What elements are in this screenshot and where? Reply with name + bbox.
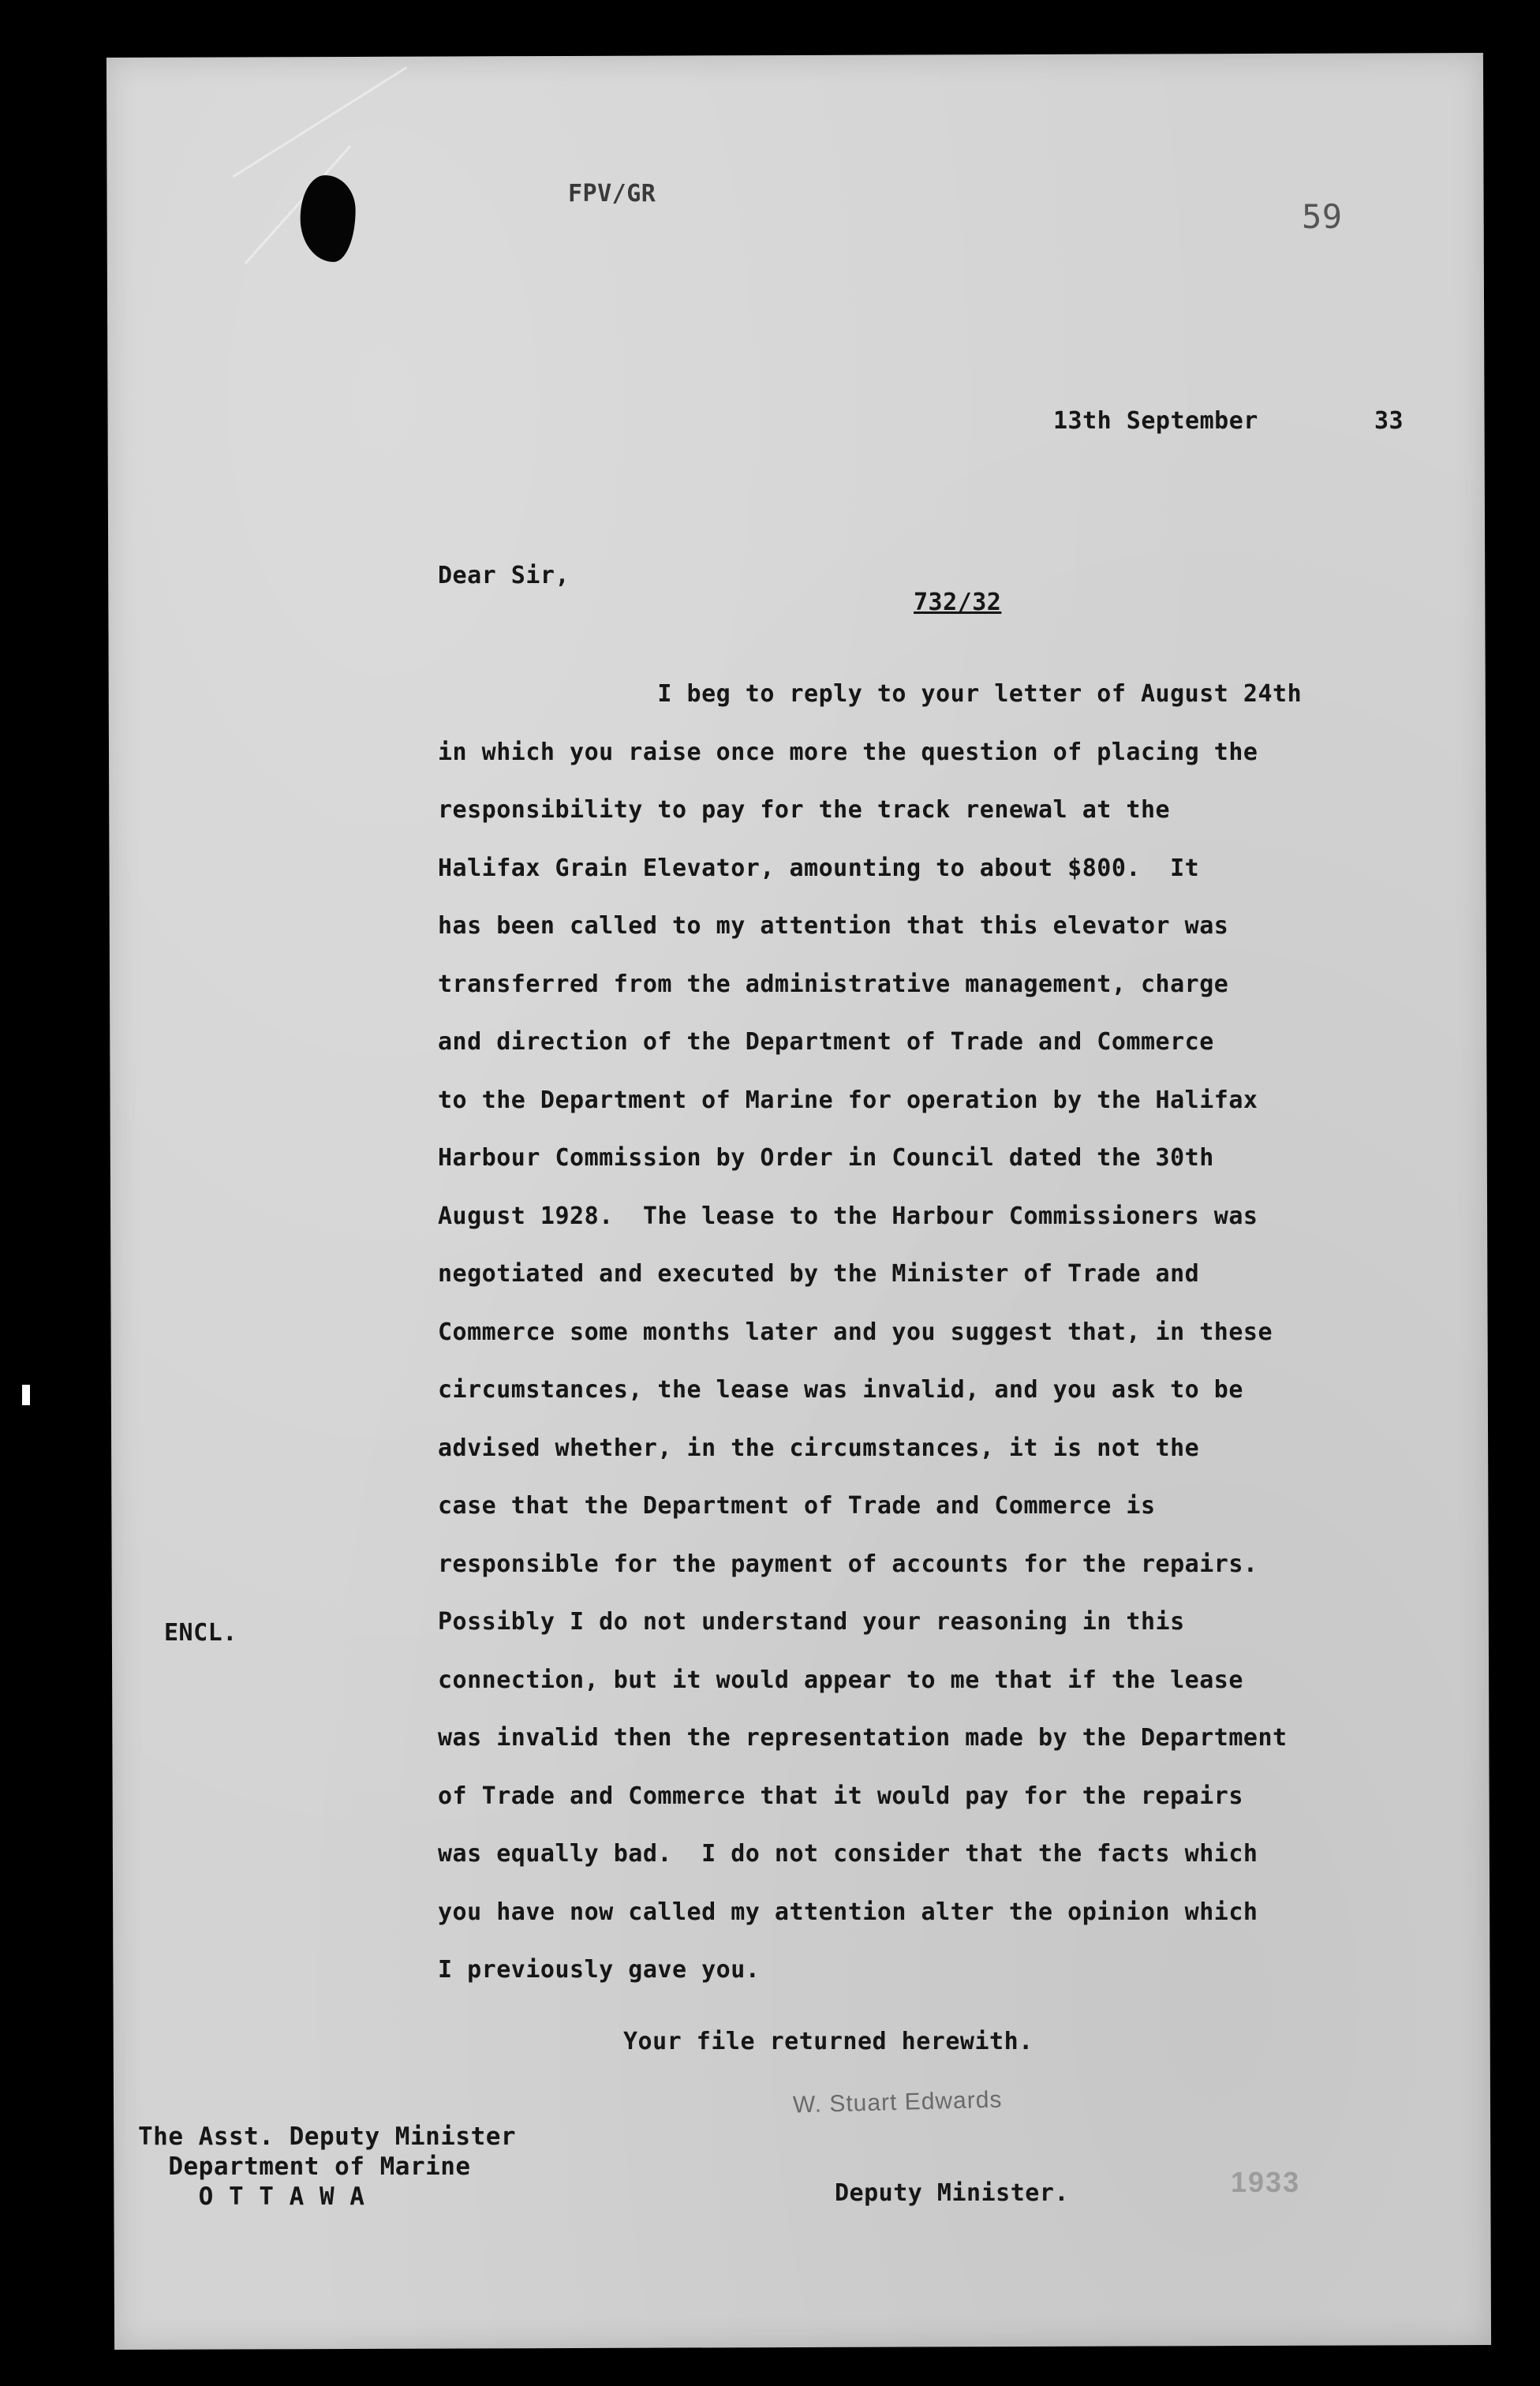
body-line: was invalid then the representation made by the Department	[438, 1724, 1288, 1752]
body-line: you have now called my attention alter the opinion which	[438, 1898, 1258, 1926]
enclosure-note: ENCL.	[164, 1619, 237, 1647]
body-line: negotiated and executed by the Minister of Trade and	[438, 1260, 1200, 1288]
body-line: has been called to my attention that this elevator was	[438, 912, 1229, 940]
body-line: and direction of the Department of Trade and Commerce	[438, 1028, 1214, 1056]
body-line: August 1928. The lease to the Harbour Commissioners was	[438, 1202, 1258, 1230]
closing-line: Your file returned herewith.	[623, 2028, 1034, 2055]
body-line: of Trade and Commerce that it would pay for the repairs	[438, 1782, 1243, 1810]
body-line: responsible for the payment of accounts for the repairs.	[438, 1550, 1258, 1578]
date-stamp: 1933	[1231, 2166, 1301, 2198]
body-line: connection, but it would appear to me that if the lease	[438, 1666, 1243, 1694]
signature: W. Stuart Edwards	[792, 2086, 1003, 2119]
scan-edge-mark	[22, 1385, 30, 1405]
torn-corner	[300, 175, 355, 262]
page-number: 59	[1302, 197, 1343, 236]
body-line: I beg to reply to your letter of August 24th	[438, 680, 1303, 708]
body-line: transferred from the administrative management, charge	[438, 970, 1229, 998]
reference-code: FPV/GR	[568, 180, 656, 208]
recipient-line: The Asst. Deputy Minister	[138, 2122, 517, 2151]
body-line: responsibility to pay for the track renewal at the	[438, 796, 1171, 824]
body-line: Harbour Commission by Order in Council dated the 30th	[438, 1144, 1214, 1172]
letter-sheet	[107, 53, 1491, 2350]
recipient-line: O T T A W A	[138, 2182, 365, 2211]
body-line: Commerce some months later and you suggest that, in these	[438, 1318, 1273, 1346]
body-line: in which you raise once more the question of placing the	[438, 738, 1258, 766]
file-reference: 732/32	[914, 589, 1002, 616]
letter-year: 33	[1374, 407, 1404, 435]
recipient-line: Department of Marine	[138, 2152, 471, 2181]
body-line: case that the Department of Trade and Commerce is	[438, 1492, 1156, 1520]
body-line: was equally bad. I do not consider that the facts which	[438, 1840, 1258, 1868]
salutation: Dear Sir,	[438, 562, 570, 589]
paper-crease	[233, 66, 408, 178]
body-line: I previously gave you.	[438, 1956, 761, 1984]
body-line: to the Department of Marine for operation by the Halifax	[438, 1086, 1258, 1114]
body-line: circumstances, the lease was invalid, and you ask to be	[438, 1376, 1243, 1404]
signatory-title: Deputy Minister.	[835, 2179, 1069, 2207]
letter-date: 13th September	[1053, 407, 1258, 435]
body-line: Possibly I do not understand your reasoning in this	[438, 1608, 1185, 1636]
body-line: Halifax Grain Elevator, amounting to about $800. It	[438, 854, 1200, 882]
body-line: advised whether, in the circumstances, it is not the	[438, 1434, 1200, 1462]
